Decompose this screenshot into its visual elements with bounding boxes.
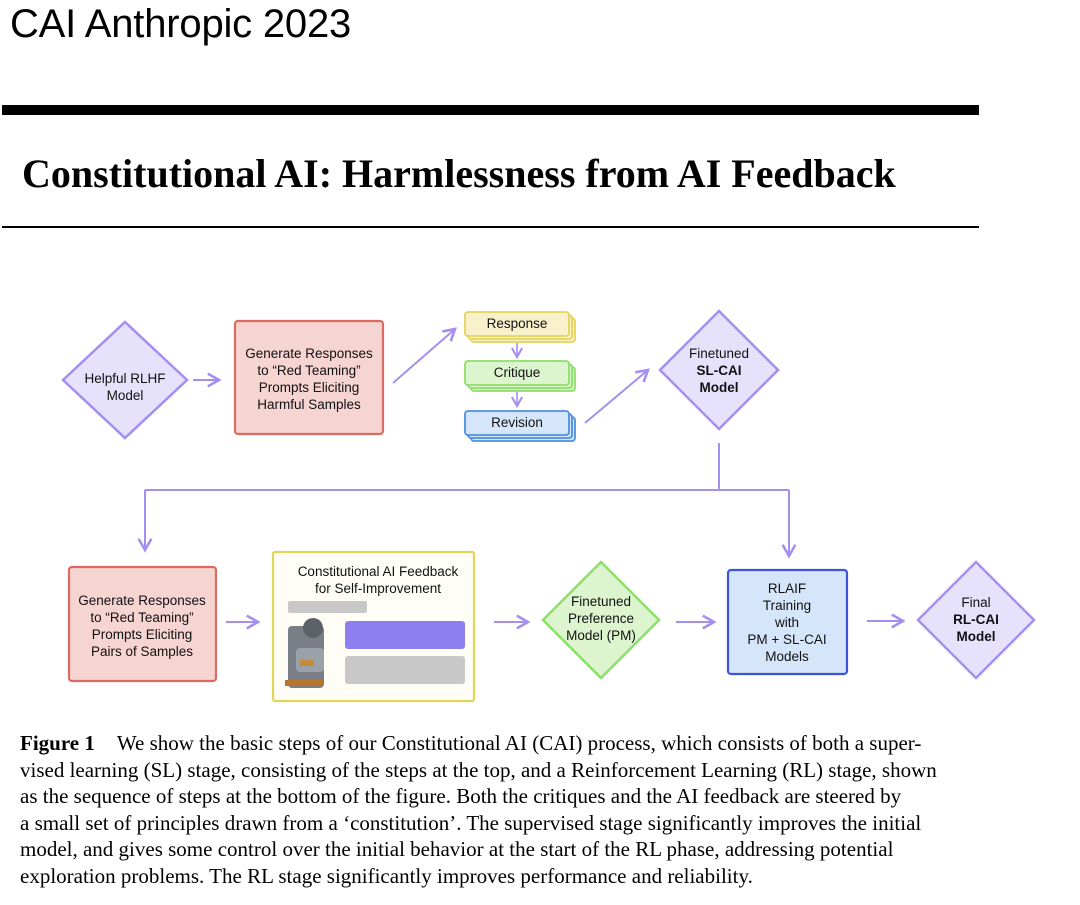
- chat-bubble-purple: [345, 621, 465, 649]
- title-thin-rule: [2, 226, 979, 228]
- arrow-revision-to-sl-model: [585, 370, 648, 423]
- ai-feedback-node: [273, 552, 474, 701]
- generate-bottom-line-3: Prompts Eliciting: [91, 627, 193, 642]
- rlaif-line-2: Training: [762, 598, 812, 613]
- caption-line-4: a small set of principles drawn from a ‘constitution’. The supervised stage significantly improves the initial: [20, 810, 922, 835]
- top-thick-rule: [2, 105, 979, 115]
- generate-pairs-node: [69, 567, 216, 681]
- helpful-rlhf-model-node: [63, 322, 187, 438]
- generate-top-line-2: to “Red Teaming”: [257, 363, 361, 378]
- sl-model-line-1: Finetuned: [688, 346, 750, 361]
- feedback-title-line-1: Constitutional AI Feedback: [297, 564, 459, 579]
- caption-line-3: as the sequence of steps at the bottom of the figure. Both the critiques and the AI feedback are steered by: [20, 784, 902, 808]
- generate-harmful-samples-node: [235, 321, 383, 434]
- sl-model-line-2: SL-CAI: [696, 363, 742, 378]
- cai-process-figure: [0, 300, 1080, 710]
- generate-bottom-line-4: Pairs of Samples: [90, 644, 194, 659]
- final-line-3: Model: [956, 629, 996, 644]
- paper-title: Constitutional AI: Harmlessness from AI Feedback: [22, 151, 896, 196]
- pm-line-2: Preference: [567, 611, 635, 626]
- response-stack-node: [465, 312, 575, 342]
- caption-line-5: model, and gives some control over the initial behavior at the start of the RL phase, addressing potential: [20, 837, 894, 861]
- final-line-1: Final: [961, 595, 991, 610]
- helpful-model-line-2: Model: [106, 388, 144, 403]
- revision-label: Revision: [491, 415, 543, 430]
- response-label: Response: [486, 316, 548, 331]
- header-title: CAI Anthropic 2023: [10, 2, 352, 46]
- generate-top-line-1: Generate Responses: [245, 346, 373, 361]
- helpful-model-line-1: Helpful RLHF: [84, 371, 166, 386]
- rlaif-line-3: with: [774, 615, 800, 630]
- generate-top-line-4: Harmful Samples: [257, 397, 361, 412]
- revision-stack-node: [465, 411, 575, 441]
- arrow-generate-to-response: [393, 329, 455, 383]
- rlaif-line-4: PM + SL-CAI: [747, 632, 827, 647]
- sl-cai-model-node: [660, 311, 778, 429]
- caption-line-2: vised learning (SL) stage, consisting of the steps at the top, and a Reinforcement Learning (RL) stage, shown: [20, 757, 937, 782]
- rlaif-line-5: Models: [765, 649, 809, 664]
- chat-bubble-grey-large: [345, 656, 465, 684]
- caption-line-1: Figure 1 We show the basic steps of our Constitutional AI (CAI) process, which consists of both a super-: [20, 731, 922, 755]
- chat-bubble-grey-small: [288, 601, 367, 613]
- critique-label: Critique: [493, 365, 541, 380]
- final-line-2: RL-CAI: [953, 612, 999, 627]
- figure-caption: [20, 730, 1072, 889]
- thinking-robot-illustration: [285, 618, 324, 688]
- connector-sl-to-rl: [145, 443, 789, 556]
- caption-label: Figure 1: [20, 731, 95, 755]
- pm-line-3: Model (PM): [566, 628, 636, 643]
- pm-line-1: Finetuned: [570, 594, 632, 609]
- caption-line-6: exploration problems. The RL stage significantly improves performance and reliability.: [20, 863, 753, 888]
- sl-model-line-3: Model: [699, 380, 739, 395]
- generate-bottom-line-1: Generate Responses: [78, 593, 206, 608]
- generate-top-line-3: Prompts Eliciting: [258, 380, 360, 395]
- feedback-title-line-2: for Self-Improvement: [314, 581, 442, 596]
- final-rl-cai-model-node: [918, 562, 1034, 678]
- generate-bottom-line-2: to “Red Teaming”: [90, 610, 194, 625]
- rlaif-training-node: [728, 570, 847, 674]
- critique-stack-node: [465, 361, 575, 391]
- rlaif-line-1: RLAIF: [767, 581, 807, 596]
- preference-model-node: [543, 562, 659, 678]
